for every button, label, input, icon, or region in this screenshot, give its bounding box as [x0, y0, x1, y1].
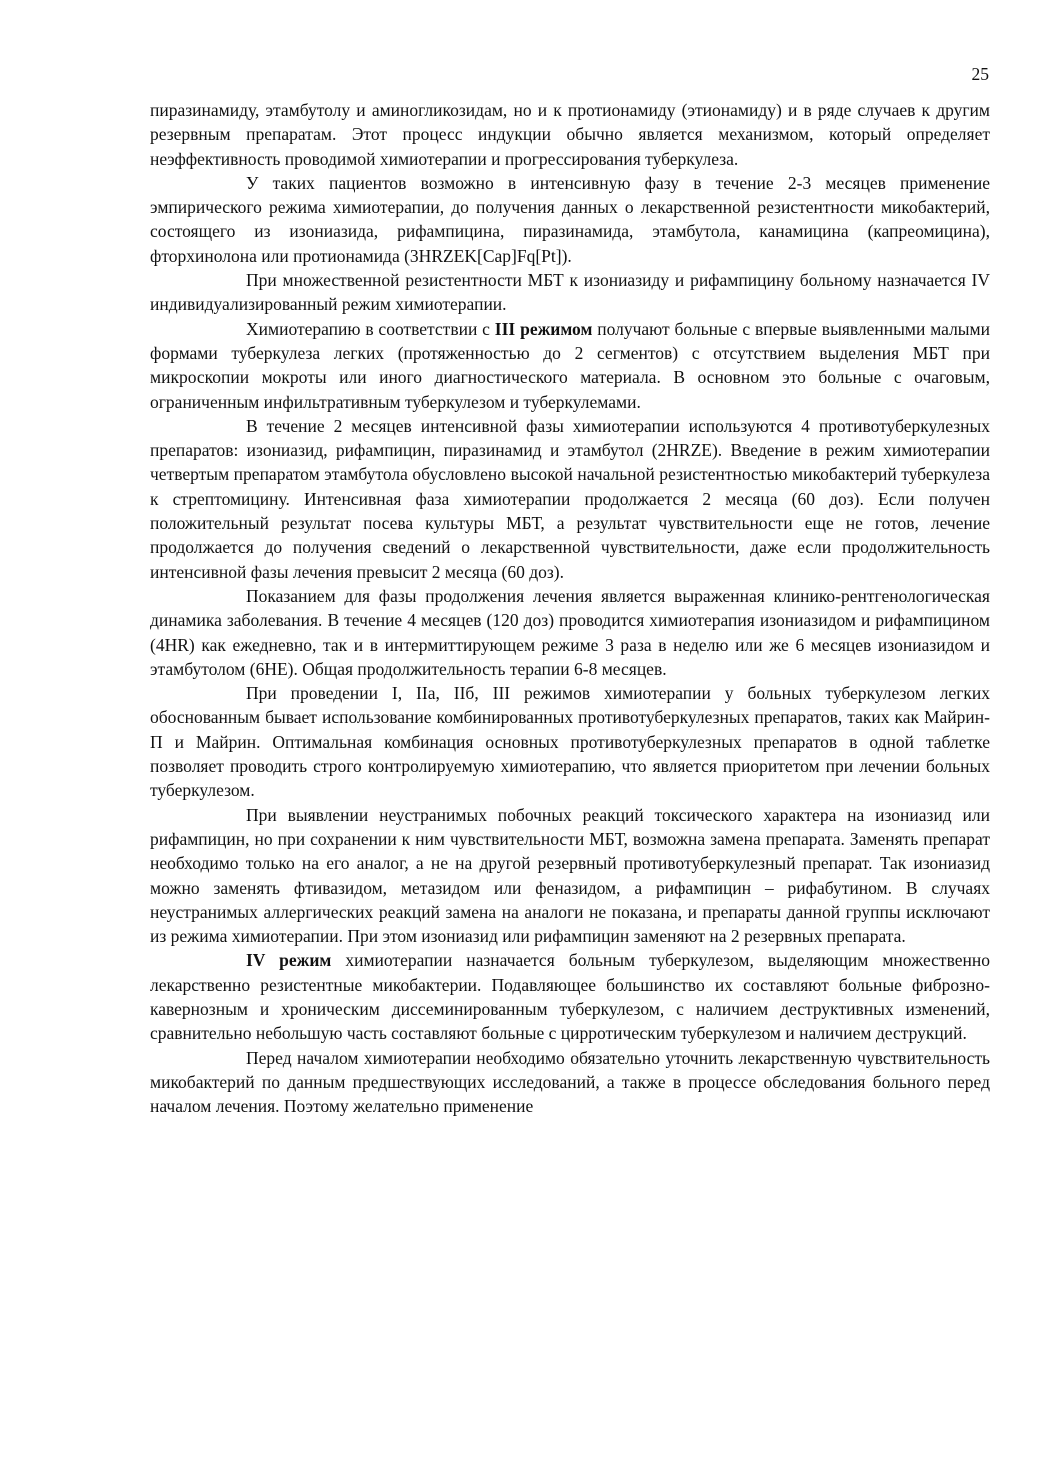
paragraph: При проведении I, IIа, IIб, III режимов химиотерапии у больных туберкулезом легких обоснованным бывает использование комбинированных противотуберкулезных препаратов, таких как Майрин-П и Майрин. Оптимальная комбинация основных противотуберкулезных препаратов в одной таблетке позволяет проводить строго контролируемую химиотерапию, что является приоритетом при лечении больных туберкулезом. [150, 683, 990, 801]
paragraph: пиразинамиду, этамбутолу и аминогликозидам, но и к протионамиду (этионамиду) и в ряде случаев к другим резервным препаратам. Этот процесс индукции обычно является механизмом, который определяет неэффективность проводимой химиотерапии и прогрессирования туберкулеза. [150, 100, 990, 169]
paragraph [150, 948, 990, 1045]
paragraph: В течение 2 месяцев интенсивной фазы химиотерапии используются 4 противотуберкулезных препаратов: изониазид, рифампицин, пиразинамид и этамбутол (2HRZE). Введение в режим химиотерапии четвертым препаратом этамбутола обусловлено высокой начальной резистентностью микобактерий туберкулеза к стрептомицину. Интенсивная фаза химиотерапии продолжается 2 месяца (60 доз). Если получен положительный результат посева культуры МБТ, а результат чувствительности еще не готов, лечение продолжается до получения сведений о лекарственной чувствительности, даже если продолжительность интенсивной фазы лечения превысит 2 месяца (60 доз). [150, 415, 990, 582]
paragraph: Перед началом химиотерапии необходимо обязательно уточнить лекарственную чувствительность микобактерий по данным предшествующих исследований, а также в процессе обследования больного перед началом лечения. Поэтому желательно применение [150, 1047, 990, 1117]
paragraph [150, 317, 990, 414]
page-number: 25 [971, 64, 989, 84]
paragraph: У таких пациентов возможно в интенсивную фазу в течение 2-3 месяцев применение эмпирического режима химиотерапии, до получения данных о лекарственной резистентности микобактерий, состоящего из изониазида, рифампицина, пиразинамида, этамбутола, канамицина (капреомицина), фторхинолона или протионамида (3HRZEK[Cap]Fq[Pt]). [150, 172, 990, 266]
document-body [150, 98, 990, 1118]
paragraph: Показанием для фазы продолжения лечения является выраженная клинико-рентгенологическая динамика заболевания. В течение 4 месяцев (120 доз) проводится химиотерапия изониазидом и рифампицином (4HR) как ежедневно, так и в интермиттирующем режиме 3 раза в неделю или же 6 месяцев изониазидом и этамбутолом (6HE). Общая продолжительность терапии 6-8 месяцев. [150, 585, 990, 679]
paragraph-text: Химиотерапию в соответствии с [246, 318, 495, 339]
bold-term-regime-4: IV режим [246, 950, 332, 971]
paragraph-text: получают больные с впервые выявленными малыми формами туберкулеза легких (протяженностью до 2 сегментов) с отсутствием выделения МБТ при микроскопии мокроты или иного диагностического материала. В основном это больные с очаговым, ограниченным инфильтративным туберкулезом и туберкулемами. [150, 318, 990, 412]
paragraph: При множественной резистентности МБТ к изониазиду и рифампицину больному назначается IV индивидуализированный режим химиотерапии. [150, 270, 990, 315]
paragraph-text: химиотерапии назначается больным туберкулезом, выделяющим множественно лекарственно резистентные микобактерии. Подавляющее большинство их составляют больные фиброзно-кавернозным и хроническим диссеминированным туберкулезом, с наличием деструктивных изменений, сравнительно небольшую часть составляют больные с цирротическим туберкулезом и наличием деструкций. [150, 950, 990, 1044]
bold-term-regime-3: III режимом [494, 318, 593, 339]
paragraph: При выявлении неустранимых побочных реакций токсического характера на изониазид или рифампицин, но при сохранении к ним чувствительности МБТ, возможна замена препарата. Заменять препарат необходимо только на его аналог, а не на другой резервный противотуберкулезный препарат. Так изониазид можно заменять фтивазидом, метазидом или феназидом, а рифампицин – рифабутином. В случаях неустранимых аллергических реакций замена на аналоги не показана, и препараты данной группы исключают из режима химиотерапии. При этом изониазид или рифампицин заменяют на 2 резервных препарата. [150, 804, 990, 947]
